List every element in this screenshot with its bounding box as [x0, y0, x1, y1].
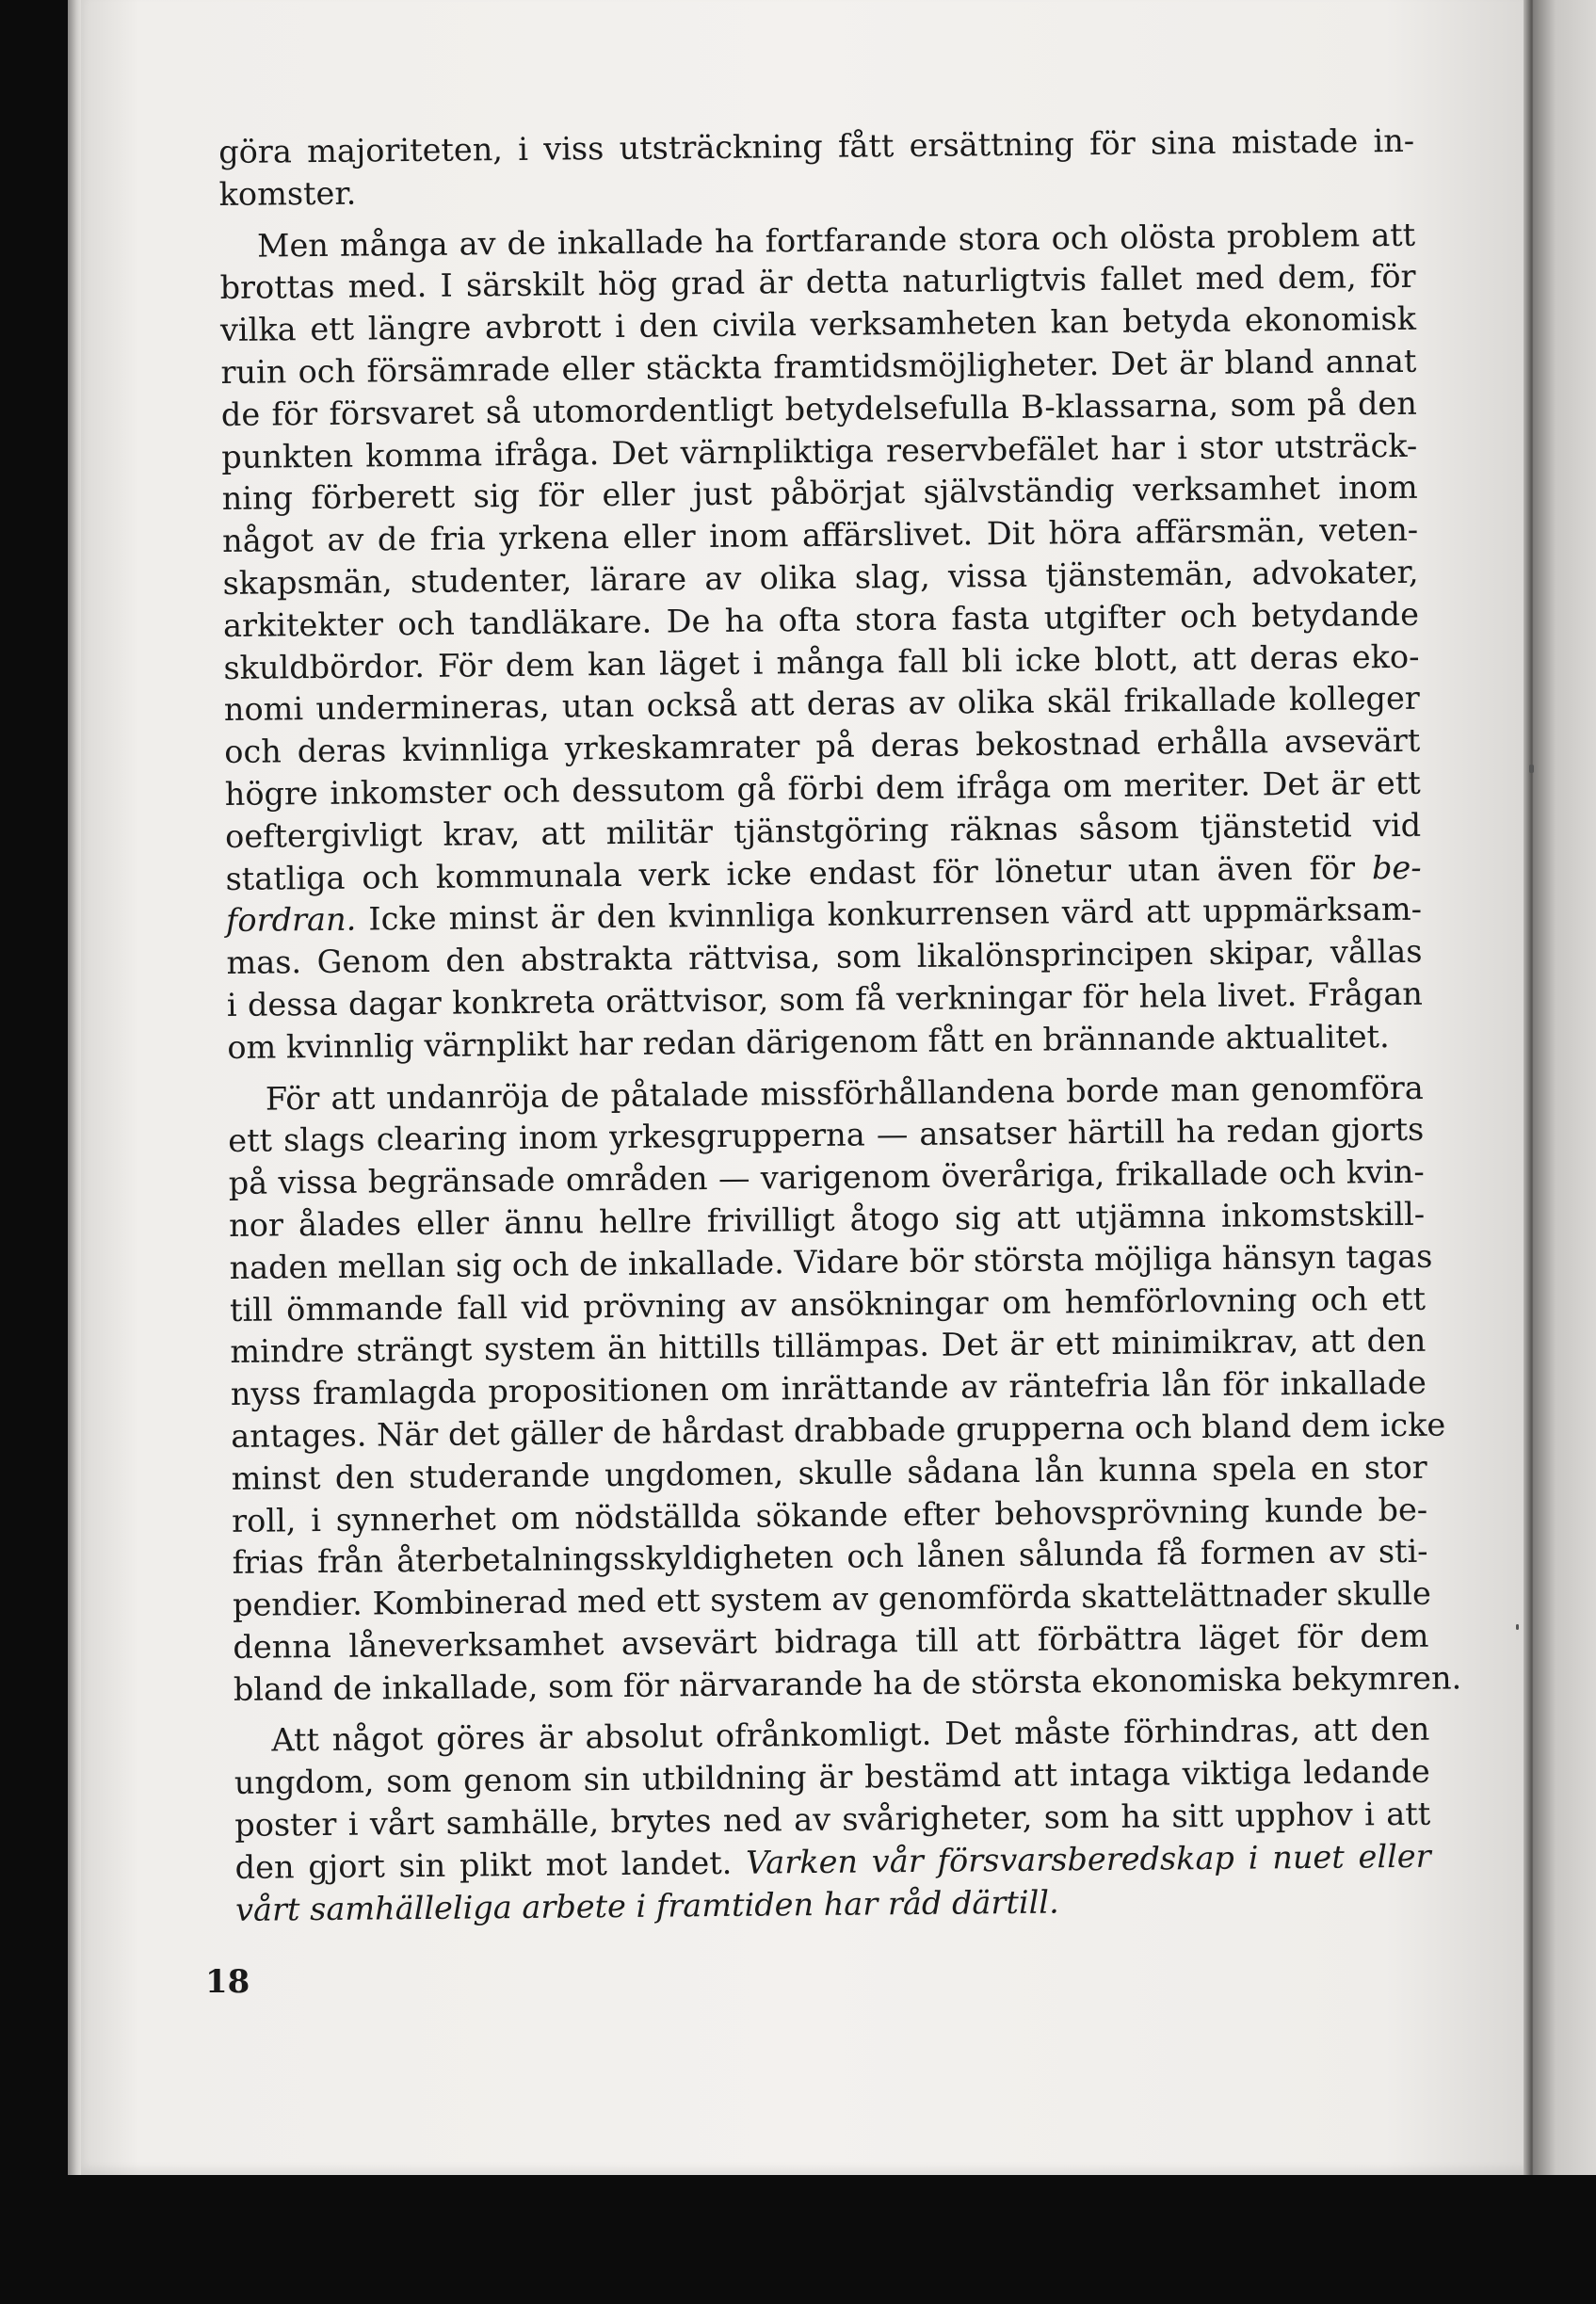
paragraph: [228, 1067, 1462, 1711]
text-line: ning förberett sig för eller just påbörjat självständig verksamhet inom: [221, 469, 1418, 518]
text-line: ruin och försämrade eller stäckta framtidsmöjligheter. Det är bland annat: [220, 342, 1417, 391]
text-line: punkten komma ifråga. Det värnpliktiga reservbefälet har i stor utsträck-: [221, 427, 1418, 475]
text-line: nomi undermineras, utan också att deras av olika skäl frikallade kolleger: [223, 680, 1421, 729]
paragraph: [234, 1709, 1431, 1931]
text-line: brottas med. I särskilt hög grad är detta naturligtvis fallet med dem, för: [219, 258, 1416, 307]
text-line: något av de fria yrkena eller inom affärslivet. Dit höra affärsmän, veten-: [221, 510, 1419, 560]
text-line: vilka ett längre avbrott i den civila verksamheten kan betyda ekonomisk: [219, 299, 1417, 349]
text-line: skuldbördor. För dem kan läget i många fall bli icke blott, att deras eko-: [223, 637, 1420, 686]
text-line: vårt samhälleliga arbete i framtiden har råd därtill.: [234, 1883, 1059, 1928]
text-line: oeftergivligt krav, att militär tjänstgöring räknas såsom tjänstetid vid: [224, 806, 1422, 855]
paper-speck: [1529, 765, 1534, 773]
text-line: komster.: [218, 174, 357, 213]
text-line: på vissa begränsade områden — varigenom överåriga, frikallade och kvin-: [228, 1152, 1425, 1202]
text-line: mindre strängt system än hittills tillämpas. Det är ett minimikrav, att den: [230, 1322, 1427, 1371]
text-line: de för försvaret så utomordentligt betydelsefulla B-klassarna, som på den: [220, 384, 1418, 433]
text-line: göra majoriteten, i viss utsträckning fått ersättning för sina mistade in-: [218, 121, 1415, 170]
text-line: ett slags clearing inom yrkesgrupperna — ansatser härtill ha redan gjorts: [228, 1111, 1425, 1160]
text-line: Men många av de inkallade ha fortfarande stora och olösta problem att: [256, 216, 1416, 265]
text-line: För att undanröja de påtalade missförhållandena borde man genomföra: [265, 1069, 1424, 1118]
text-line: den gjort sin plikt mot landet. Varken vår försvarsberedskap i nuet eller: [234, 1837, 1431, 1886]
text-line: skapsmän, studenter, lärare av olika slag, vissa tjänstemän, advokater,: [222, 553, 1419, 602]
text-line: denna låneverksamhet avsevärt bidraga till att förbättra läget för dem: [233, 1617, 1429, 1666]
text-line: mas. Genom den abstrakta rättvisa, som likalönsprincipen skipar, vållas: [226, 932, 1423, 982]
text-line: om kvinnlig värnplikt har redan därigenom fått en brännande aktualitet.: [227, 1017, 1390, 1066]
text-line: bland de inkallade, som för närvarande ha de största ekonomiska bekymren.: [233, 1659, 1462, 1708]
page-number: 18: [205, 1963, 250, 2001]
text-line: pendier. Kombinerad med ett system av genomförda skattelättnader skulle: [232, 1574, 1432, 1624]
text-line: till ömmande fall vid prövning av ansökningar om hemförlovning och ett: [229, 1280, 1427, 1329]
text-line: Att något göres är absolut ofrånkomligt. Det måste förhindras, att den: [271, 1711, 1430, 1760]
body-text: [218, 121, 1462, 1941]
text-line: poster i vårt samhälle, brytes ned av svårigheter, som ha sitt upphov i att: [234, 1795, 1431, 1844]
text-line: naden mellan sig och de inkallade. Vidare bör största möjliga hänsyn tagas: [229, 1237, 1433, 1286]
facing-page-edge: [1533, 0, 1596, 2175]
text-line: minst den studerande ungdomen, skulle sådana lån kunna spela en stor: [231, 1448, 1427, 1497]
italic-text: be-: [1371, 848, 1422, 886]
text-line: nor ålades eller ännu hellre frivilligt åtogo sig att utjämna inkomstskill-: [228, 1195, 1426, 1244]
text-line: nyss framlagda propositionen om inrättande av räntefria lån för inkallade: [230, 1363, 1427, 1413]
italic-text: Varken vår försvarsberedskap i nuet eller: [745, 1837, 1431, 1881]
paper-speck: [1516, 1624, 1519, 1630]
text-line: i dessa dagar konkreta orättvisor, som få verkningar för hela livet. Frågan: [226, 975, 1424, 1023]
text-line: arkitekter och tandläkare. De ha ofta stora fasta utgifter och betydande: [222, 595, 1420, 644]
text-line: frias från återbetalningsskyldigheten och lånen sålunda få formen av sti-: [232, 1533, 1428, 1582]
text-line: och deras kvinnliga yrkeskamrater på deras bekostnad erhålla avsevärt: [224, 721, 1421, 771]
text-line: statliga och kommunala verk icke endast för lönetur utan även för be-: [225, 848, 1422, 897]
text-line: högre inkomster och dessutom gå förbi dem ifråga om meriter. Det är ett: [224, 764, 1421, 813]
paragraph: [218, 121, 1415, 217]
text-line: antages. När det gäller de hårdast drabbade grupperna och bland dem icke: [231, 1406, 1446, 1455]
text-line: fordran. Icke minst är den kvinnliga konkurrensen värd att uppmärksam-: [225, 891, 1423, 940]
paragraph: [219, 214, 1424, 1069]
text-line: ungdom, som genom sin utbildning är bestämd att intaga viktiga ledande: [234, 1753, 1430, 1802]
text-line: roll, i synnerhet om nödställda sökande efter behovsprövning kunde be-: [231, 1490, 1428, 1539]
italic-text: fordran.: [225, 900, 357, 940]
